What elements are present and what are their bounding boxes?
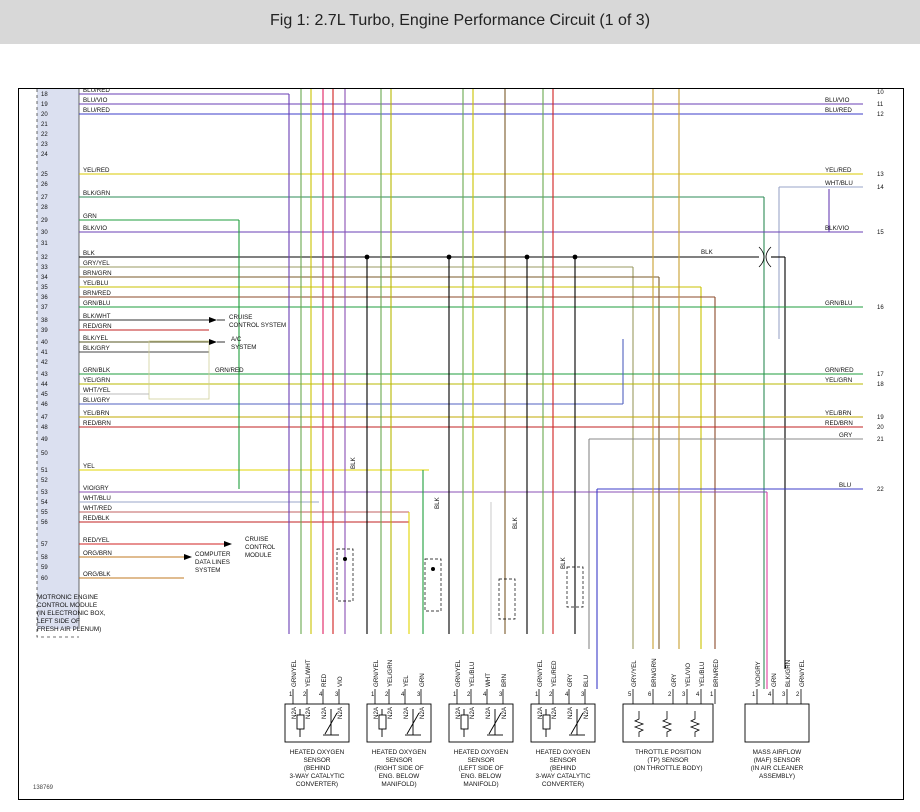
connector-code: N2A (419, 706, 426, 719)
wire-label: BLK/VIO (83, 225, 108, 232)
ecu-caption-line: LEFT SIDE OF (37, 618, 80, 625)
pin-number: 12 (877, 112, 884, 118)
component-caption-line: SENSOR (549, 757, 577, 764)
sensor-pin: 3 (581, 692, 585, 698)
sensor-pin: 5 (628, 692, 632, 698)
sensor-pin: 1 (289, 692, 293, 698)
wire-label: VIO/GRY (83, 485, 109, 492)
wire-label: GRN/RED (825, 367, 854, 374)
ecu-caption-line: FRESH AIR PLENUM) (37, 626, 102, 633)
wire-label: WHT/BLU (83, 495, 111, 502)
page-header (0, 0, 920, 44)
sensor-pin: 6 (648, 692, 652, 698)
pin-number: 48 (41, 425, 48, 431)
pin-number: 19 (41, 102, 48, 108)
pin-number: 27 (41, 195, 48, 201)
sensor-wire-label: BRN/RED (713, 659, 720, 687)
connector-code: N2A (387, 706, 394, 719)
pin-number: 44 (41, 382, 48, 388)
component-caption-line: ENG. BELOW (460, 773, 502, 780)
component-caption-line: (IN AIR CLEANER (750, 765, 804, 772)
sensor-pin: 4 (768, 692, 772, 698)
wire-label: RED/BRN (83, 420, 111, 427)
sensor-pin: 1 (710, 692, 714, 698)
sensor-wire-label: GRN/YEL (373, 659, 380, 687)
pin-number: 13 (877, 172, 884, 178)
connector-code: N2A (485, 706, 492, 719)
wire-label: ORG/BRN (83, 550, 112, 557)
connector-code: N2A (567, 706, 574, 719)
wire-label-blk: BLK (350, 457, 357, 469)
component-caption-line: MASS AIRFLOW (752, 749, 802, 756)
wire-label: WHT/YEL (83, 387, 111, 394)
wire-label: BLU/GRY (83, 397, 111, 404)
wire-label: BLK/WHT (83, 313, 111, 320)
connector-code: N2A (469, 706, 476, 719)
figure-page (0, 44, 920, 812)
wire-label: BLU/RED (83, 107, 110, 114)
sensor-pin: 4 (483, 692, 487, 698)
branch-sublabel: SYSTEM (231, 344, 257, 351)
pin-number: 29 (41, 218, 48, 224)
wire-label: YEL/RED (83, 167, 110, 174)
pin-number: 23 (41, 142, 48, 148)
pin-number: 58 (41, 555, 48, 561)
pin-number: 37 (41, 305, 48, 311)
sensor-pin: 1 (535, 692, 539, 698)
wire-label: RED/YEL (83, 537, 110, 544)
pin-number: 20 (41, 112, 48, 118)
sensor-wire-label: GRN/YEL (291, 659, 298, 687)
wire-label: YEL/BRN (83, 410, 110, 417)
wire-label: ORG/BLK (83, 571, 111, 578)
component-caption-line: (TP) SENSOR (647, 757, 689, 764)
component-caption-line: THROTTLE POSITION (634, 749, 702, 756)
wire-label: GRY (839, 432, 853, 439)
wire-label: WHT/BLU (825, 180, 853, 187)
wire-label: WHT/RED (83, 505, 112, 512)
sensor-wire-label: BRN (501, 673, 508, 687)
pin-number: 19 (877, 415, 884, 421)
wire-label: BLK/GRN (83, 190, 111, 197)
sensor-wire-label: YEL/GRN (387, 659, 394, 687)
branch-sublabel: CONTROL (245, 544, 276, 551)
wire-label: GRN/RED (215, 367, 244, 374)
pin-number: 20 (877, 425, 884, 431)
wire-label: GRY/YEL (83, 260, 110, 267)
component-caption-line: HEATED OXYGEN (289, 749, 345, 756)
pin-number: 18 (877, 382, 884, 388)
wire-label: YEL/BLU (83, 280, 109, 287)
pin-number: 31 (41, 241, 48, 247)
connector-code: N2A (373, 706, 380, 719)
sensor-wire-label: YEL/BLU (699, 661, 706, 687)
pin-number: 51 (41, 468, 48, 474)
wire-label: BLU/RED (83, 89, 110, 94)
sensor-pin: 2 (385, 692, 389, 698)
connector-code: N2A (321, 706, 328, 719)
wire-label: BLK/GRY (83, 345, 110, 352)
branch-sublabel2: SYSTEM (195, 567, 221, 574)
wire-label: GRN/BLK (83, 367, 111, 374)
pin-number: 10 (877, 90, 884, 96)
sensor-pin: 3 (417, 692, 421, 698)
component-caption-line: (MAF) SENSOR (753, 757, 801, 764)
component-caption-line: (LEFT SIDE OF (458, 765, 504, 772)
sensor-wire-label: YEL/VIO (685, 662, 692, 687)
pin-number: 21 (877, 437, 884, 443)
sensor-pin: 3 (782, 692, 786, 698)
sensor-pin: 1 (371, 692, 375, 698)
pin-number: 35 (41, 285, 48, 291)
component-caption-line: 3-WAY CATALYTIC (289, 773, 345, 780)
wire-label-blk: BLK (512, 517, 519, 529)
sensor-wire-label: VIO (337, 676, 344, 687)
ecu-caption-line: MOTRONIC ENGINE (37, 594, 99, 601)
pin-number: 40 (41, 340, 48, 346)
pin-number: 39 (41, 328, 48, 334)
sensor-wire-label: RED (321, 673, 328, 687)
wire-label: BLK/VIO (825, 225, 850, 232)
wire-label-blk: BLK (560, 557, 567, 569)
pin-number: 50 (41, 451, 48, 457)
component-caption-line: MANIFOLD) (463, 781, 499, 788)
sensor-wire-label: YEL/BLU (469, 661, 476, 687)
sensor-wire-label: GRN/YEL (799, 659, 806, 687)
wire-label: BRN/RED (83, 290, 111, 297)
wire-label: GRN/BLU (83, 300, 111, 307)
component-caption-line: ENG. BELOW (378, 773, 420, 780)
pin-number: 60 (41, 576, 48, 582)
wire-label: BLU/VIO (825, 97, 850, 104)
sensor-wire-label: GRN (771, 673, 778, 687)
component-caption-line: ASSEMBLY) (758, 773, 796, 780)
branch-sublabel2: MODULE (245, 552, 272, 559)
branch-label: CRUISE (245, 536, 269, 543)
sensor-wire-label: BLU (583, 674, 590, 687)
pin-number: 53 (41, 490, 48, 496)
sensor-wire-label: GRY/YEL (631, 660, 638, 687)
sensor-wire-label: YEL (403, 675, 410, 687)
pin-number: 38 (41, 318, 48, 324)
sensor-pin: 2 (303, 692, 307, 698)
pin-number: 32 (41, 255, 48, 261)
branch-sublabel: CONTROL SYSTEM (229, 322, 287, 329)
pin-number: 26 (41, 182, 48, 188)
wire-label: RED/GRN (83, 323, 112, 330)
pin-number: 57 (41, 542, 48, 548)
wire-label: GRN (83, 213, 97, 220)
pin-number: 41 (41, 350, 48, 356)
connector-code: N2A (337, 706, 344, 719)
pin-number: 43 (41, 372, 48, 378)
sensor-wire-label: GRY (671, 673, 678, 687)
sensor-pin: 2 (796, 692, 800, 698)
wire-label: RED/BLK (83, 515, 110, 522)
wire-label: YEL/BRN (825, 410, 852, 417)
pin-number: 18 (41, 92, 48, 98)
sensor-pin: 2 (549, 692, 553, 698)
sensor-wire-label: GRN/YEL (537, 659, 544, 687)
sensor-wire-label: YEL/WHT (305, 659, 312, 687)
wire-label: YEL/GRN (83, 377, 111, 384)
pin-number: 15 (877, 230, 884, 236)
pin-number: 28 (41, 205, 48, 211)
sensor-wire-label: YEL/RED (551, 660, 558, 687)
sensor-pin: 3 (335, 692, 339, 698)
wire-label: GRN/BLU (825, 300, 853, 307)
component-caption-line: CONVERTER) (541, 781, 585, 788)
pin-number: 22 (877, 487, 884, 493)
sensor-pin: 4 (696, 692, 700, 698)
sensor-wire-label: GRN/YEL (455, 659, 462, 687)
sensor-wire-label: BRN/GRN (651, 658, 658, 687)
wire-label: BLU/RED (825, 107, 852, 114)
component-caption-line: SENSOR (467, 757, 495, 764)
component-caption-line: HEATED OXYGEN (453, 749, 509, 756)
sensor-pin: 2 (467, 692, 471, 698)
sensor-wire-label: WHT (485, 672, 492, 687)
component-caption-line: SENSOR (303, 757, 331, 764)
pin-number: 34 (41, 275, 48, 281)
wire-label: BRN/GRN (83, 270, 112, 277)
sensor-pin: 1 (453, 692, 457, 698)
sensor-pin: 3 (682, 692, 686, 698)
component-caption-line: (ON THROTTLE BODY) (633, 765, 703, 772)
pin-number: 16 (877, 305, 884, 311)
wire-label: BLK (83, 250, 95, 257)
sensor-pin: 4 (319, 692, 323, 698)
pin-number: 47 (41, 415, 48, 421)
sensor-pin: 4 (401, 692, 405, 698)
wire-label: BLK/YEL (83, 335, 109, 342)
pin-number: 56 (41, 520, 48, 526)
wire-label: YEL (83, 463, 95, 470)
pin-number: 54 (41, 500, 48, 506)
pin-number: 25 (41, 172, 48, 178)
connector-code: N2A (501, 706, 508, 719)
pin-number: 22 (41, 132, 48, 138)
pin-number: 17 (877, 372, 884, 378)
sensor-wire-label: VIO/GRY (755, 661, 762, 687)
pin-number: 46 (41, 402, 48, 408)
component-caption-line: (BEHIND (303, 765, 331, 772)
wiring-diagram-sheet (18, 88, 904, 800)
connector-code: N2A (291, 706, 298, 719)
component-caption-line: HEATED OXYGEN (535, 749, 591, 756)
component-caption-line: CONVERTER) (295, 781, 339, 788)
component-caption-line: (RIGHT SIDE OF (374, 765, 424, 772)
sensor-wire-label: GRN (419, 673, 426, 687)
connector-code: N2A (403, 706, 410, 719)
wire-label: BLU/VIO (83, 97, 108, 104)
branch-sublabel: DATA LINES (195, 559, 230, 566)
ecu-caption-line: CONTROL MODULE (37, 602, 98, 609)
pin-number: 36 (41, 295, 48, 301)
connector-code: N2A (583, 706, 590, 719)
sensor-wire-label: GRY (567, 673, 574, 687)
page-title: Fig 1: 2.7L Turbo, Engine Performance Circuit (1 of 3) (269, 12, 651, 29)
wire-label-blk: BLK (434, 497, 441, 509)
connector-code: N2A (551, 706, 558, 719)
pin-number: 24 (41, 152, 48, 158)
label-layer (19, 89, 903, 799)
ecu-caption-line: (IN ELECTRONIC BOX, (37, 610, 106, 617)
pin-number: 33 (41, 265, 48, 271)
branch-label: A/C (231, 336, 242, 343)
figure-code: 138769 (33, 785, 54, 791)
pin-number: 52 (41, 478, 48, 484)
pin-number: 49 (41, 437, 48, 443)
component-caption-line: HEATED OXYGEN (371, 749, 427, 756)
sensor-pin: 1 (752, 692, 756, 698)
sensor-wire-label: BLK/GRN (785, 659, 792, 687)
pin-number: 55 (41, 510, 48, 516)
pin-number: 59 (41, 565, 48, 571)
connector-code: N2A (537, 706, 544, 719)
branch-label: CRUISE (229, 314, 253, 321)
component-caption-line: (BEHIND (549, 765, 577, 772)
pin-number: 45 (41, 392, 48, 398)
wire-label: YEL/GRN (825, 377, 853, 384)
sensor-pin: 4 (565, 692, 569, 698)
component-caption-line: MANIFOLD) (381, 781, 417, 788)
sensor-pin: 2 (668, 692, 672, 698)
connector-code: N2A (305, 706, 312, 719)
pin-number: 14 (877, 185, 884, 191)
wire-label: YEL/RED (825, 167, 852, 174)
wire-label: BLU (839, 482, 852, 489)
sensor-pin: 3 (499, 692, 503, 698)
component-caption-line: 3-WAY CATALYTIC (535, 773, 591, 780)
pin-number: 11 (877, 102, 884, 108)
component-caption-line: SENSOR (385, 757, 413, 764)
wire-label: RED/BRN (825, 420, 853, 427)
pin-number: 42 (41, 360, 48, 366)
branch-label: COMPUTER (195, 551, 231, 558)
connector-code: N2A (455, 706, 462, 719)
pin-number: 30 (41, 230, 48, 236)
wire-label-blk: BLK (701, 249, 713, 256)
pin-number: 21 (41, 122, 48, 128)
